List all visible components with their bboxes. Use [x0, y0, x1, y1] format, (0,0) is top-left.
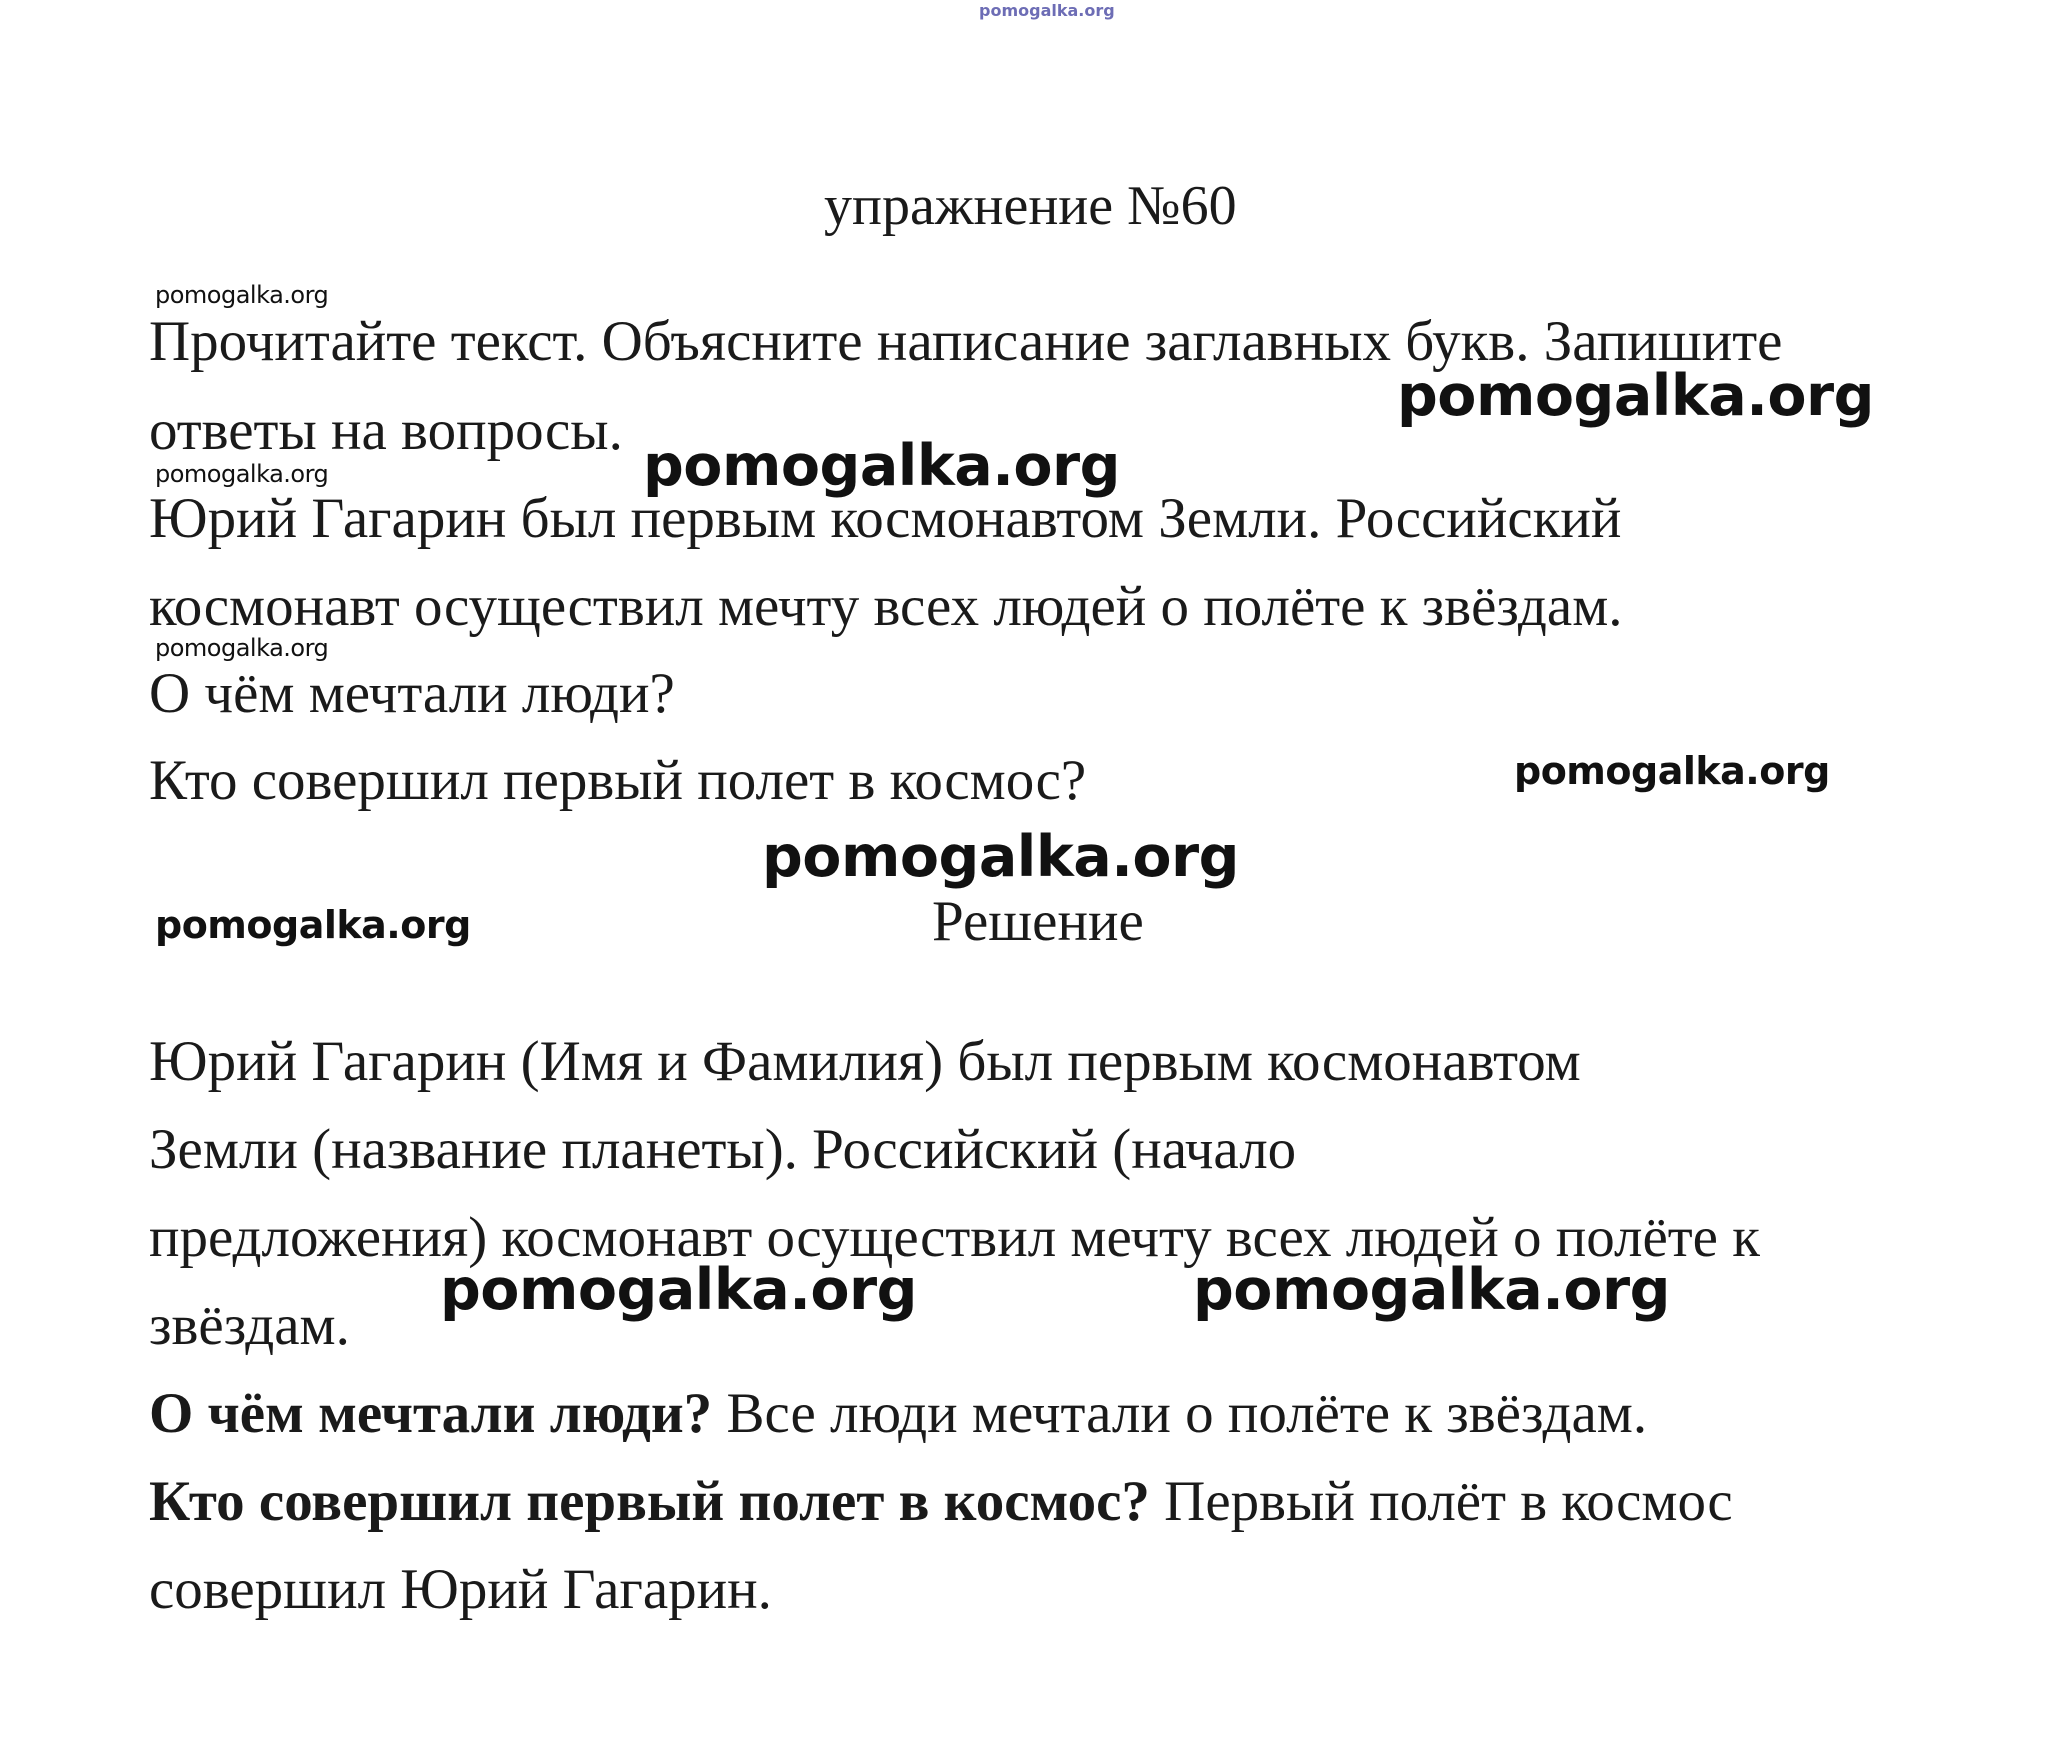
watermark-small-2: pomogalka.org — [155, 460, 329, 488]
answer-question-1: О чём мечтали люди? — [149, 1382, 713, 1445]
solution-heading: Решение — [932, 890, 1144, 953]
watermark-large-5: pomogalka.org — [1193, 1257, 1670, 1323]
exercise-title: упражнение №60 — [824, 175, 1237, 237]
watermark-medium-1: pomogalka.org — [1514, 749, 1830, 793]
answer-question-2: Кто совершил первый полет в космос? — [149, 1470, 1150, 1533]
watermark-large-2: pomogalka.org — [643, 433, 1120, 499]
answer-text-1: Все люди мечтали о полёте к звёздам. — [712, 1382, 1648, 1445]
solution-line-2: Земли (название планеты). Российский (начало — [149, 1118, 1297, 1181]
text-line-2: космонавт осуществил мечту всех людей о полёте к звёздам. — [149, 575, 1623, 638]
question-1: О чём мечтали люди? — [149, 662, 675, 725]
watermark-top: pomogalka.org — [979, 1, 1115, 20]
watermark-medium-2: pomogalka.org — [155, 903, 471, 947]
answer-text-2: Первый полёт в космос — [1149, 1470, 1733, 1533]
question-2: Кто совершил первый полет в космос? — [149, 749, 1087, 812]
text-line-1: Юрий Гагарин был первым космонавтом Земли. Российский — [149, 487, 1622, 550]
watermark-small-1: pomogalka.org — [155, 281, 329, 309]
watermark-large-3: pomogalka.org — [762, 824, 1239, 890]
watermark-small-3: pomogalka.org — [155, 634, 329, 662]
task-line-2: ответы на вопросы. — [149, 399, 623, 462]
task-line-1: Прочитайте текст. Объясните написание заглавных букв. Запишите — [149, 310, 1783, 373]
watermark-large-4: pomogalka.org — [440, 1257, 917, 1323]
solution-line-4: звёздам. — [149, 1294, 350, 1357]
solution-line-1: Юрий Гагарин (Имя и Фамилия) был первым космонавтом — [149, 1030, 1581, 1093]
answer-line-3: совершил Юрий Гагарин. — [149, 1558, 772, 1621]
solution-line-3: предложения) космонавт осуществил мечту всех людей о полёте к — [149, 1206, 1760, 1269]
answer-line-1 — [149, 1382, 1648, 1445]
answer-line-2 — [149, 1470, 1733, 1533]
watermark-large-1: pomogalka.org — [1397, 363, 1874, 429]
